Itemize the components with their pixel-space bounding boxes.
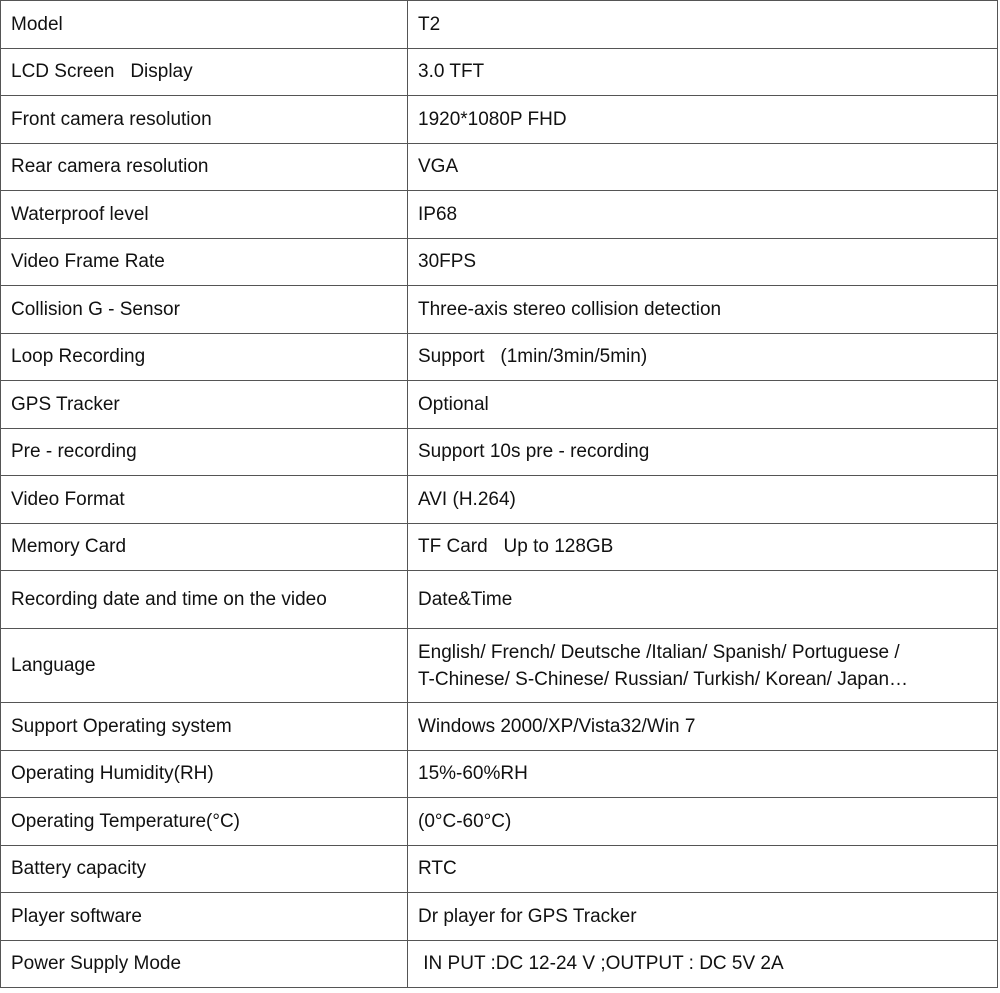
spec-value-line: T-Chinese/ S-Chinese/ Russian/ Turkish/ Korean/ Japan… — [418, 668, 909, 690]
table-row — [1, 381, 998, 429]
table-row — [1, 571, 998, 629]
spec-label: Language — [1, 629, 408, 703]
table-row — [1, 96, 998, 144]
table-row — [1, 523, 998, 571]
table-row — [1, 629, 998, 703]
spec-label: Waterproof level — [1, 191, 408, 239]
table-row — [1, 143, 998, 191]
spec-value: 15%-60%RH — [408, 750, 998, 798]
table-row — [1, 48, 998, 96]
spec-value — [408, 629, 998, 703]
table-row — [1, 286, 998, 334]
spec-label: Operating Temperature(°C) — [1, 798, 408, 846]
spec-label: Pre - recording — [1, 428, 408, 476]
spec-label: Video Format — [1, 476, 408, 524]
spec-label: Battery capacity — [1, 845, 408, 893]
spec-value: Dr player for GPS Tracker — [408, 893, 998, 941]
spec-value: TF Card Up to 128GB — [408, 523, 998, 571]
spec-value: 1920*1080P FHD — [408, 96, 998, 144]
spec-label: Power Supply Mode — [1, 940, 408, 988]
table-row — [1, 798, 998, 846]
table-row — [1, 893, 998, 941]
spec-label: Recording date and time on the video — [1, 571, 408, 629]
spec-value: Support 10s pre - recording — [408, 428, 998, 476]
table-row — [1, 191, 998, 239]
spec-value: Date&Time — [408, 571, 998, 629]
table-row — [1, 333, 998, 381]
spec-value: T2 — [408, 1, 998, 49]
spec-value: Windows 2000/XP/Vista32/Win 7 — [408, 703, 998, 751]
spec-label: Player software — [1, 893, 408, 941]
spec-value: Optional — [408, 381, 998, 429]
spec-label: Loop Recording — [1, 333, 408, 381]
spec-value: RTC — [408, 845, 998, 893]
spec-value: VGA — [408, 143, 998, 191]
table-row — [1, 238, 998, 286]
spec-value: Three-axis stereo collision detection — [408, 286, 998, 334]
spec-value: (0°C-60°C) — [408, 798, 998, 846]
spec-value: IP68 — [408, 191, 998, 239]
spec-value: Support (1min/3min/5min) — [408, 333, 998, 381]
spec-label: LCD Screen Display — [1, 48, 408, 96]
spec-label: Collision G - Sensor — [1, 286, 408, 334]
spec-label: GPS Tracker — [1, 381, 408, 429]
spec-value: IN PUT :DC 12-24 V ;OUTPUT : DC 5V 2A — [408, 940, 998, 988]
spec-label: Operating Humidity(RH) — [1, 750, 408, 798]
table-row — [1, 476, 998, 524]
spec-label: Support Operating system — [1, 703, 408, 751]
spec-label: Video Frame Rate — [1, 238, 408, 286]
spec-label: Memory Card — [1, 523, 408, 571]
table-row — [1, 845, 998, 893]
spec-value-line: English/ French/ Deutsche /Italian/ Spanish/ Portuguese / — [418, 641, 900, 663]
table-row — [1, 750, 998, 798]
spec-label: Front camera resolution — [1, 96, 408, 144]
spec-label: Rear camera resolution — [1, 143, 408, 191]
spec-value: AVI (H.264) — [408, 476, 998, 524]
spec-label: Model — [1, 1, 408, 49]
spec-value: 3.0 TFT — [408, 48, 998, 96]
table-row — [1, 1, 998, 49]
table-row — [1, 940, 998, 988]
table-row — [1, 703, 998, 751]
spec-value: 30FPS — [408, 238, 998, 286]
table-row — [1, 428, 998, 476]
